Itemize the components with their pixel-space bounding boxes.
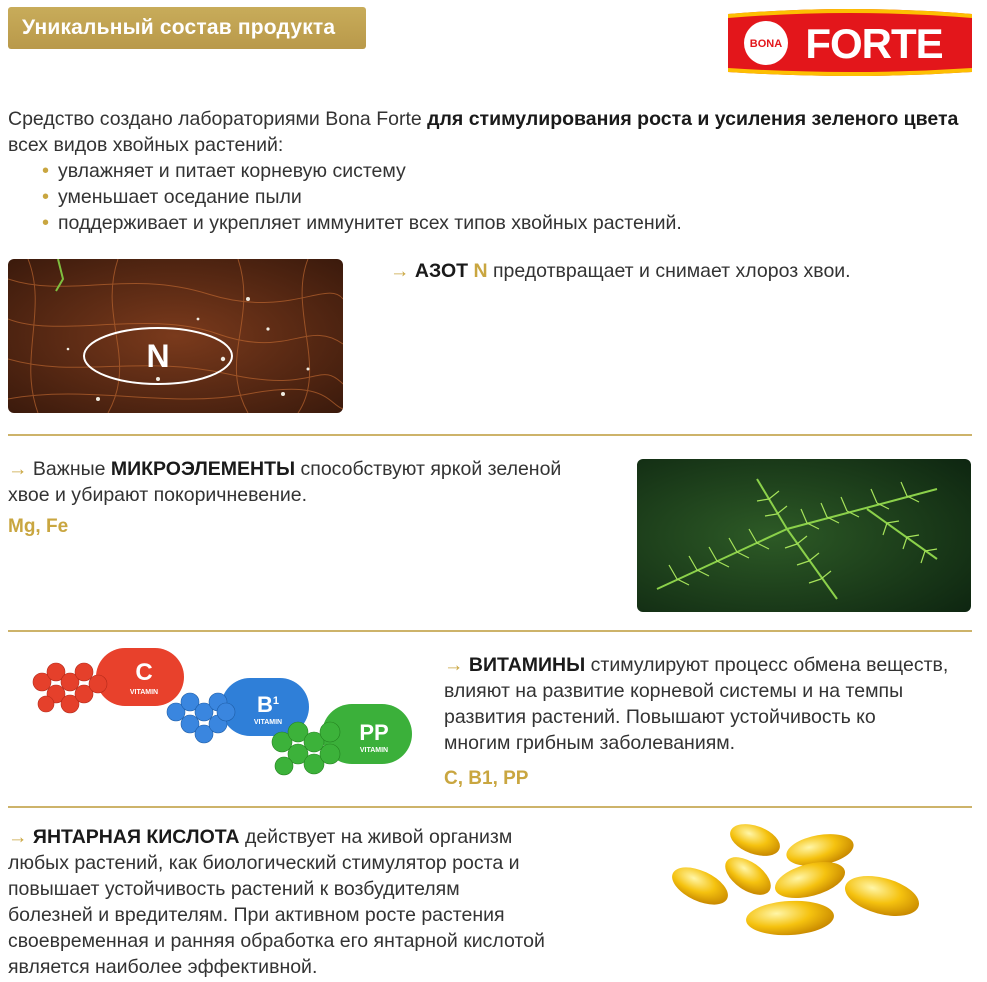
arrow-icon: → [390, 260, 410, 282]
soil-roots-image [8, 259, 343, 413]
intro-text [8, 106, 983, 132]
vitamins-list: C, B1, PP [444, 768, 529, 789]
capsule-caption: VITAMIN [253, 719, 283, 726]
succinic-text-a: действует на живой организм [244, 826, 513, 848]
succinic-line: является наиболее эффективной. [8, 956, 318, 978]
intro-text-end: всех видов хвойных растений: [8, 134, 284, 156]
section-title: Уникальный состав продукта [8, 7, 366, 49]
vitamins-text-d: многим грибным заболеваниям. [444, 732, 736, 754]
micro-name: МИКРОЭЛЕМЕНТЫ [110, 458, 296, 480]
nitrogen-text [390, 258, 851, 284]
succinic-line: любых растений, как биологический стимулятор роста и [8, 852, 520, 874]
micro-elements: Mg, Fe [8, 516, 69, 537]
section-divider [8, 806, 972, 808]
intro-bullets [8, 158, 983, 236]
amber-softgels-image [660, 818, 960, 950]
intro-text-bold: для стимулирования роста и усиления зеленого цвета [427, 108, 959, 130]
bullet-item: • увлажняет и питает корневую систему [42, 160, 406, 182]
micro-text-b: хвое и убирают покоричневение. [8, 484, 307, 506]
arrow-icon: → [8, 458, 28, 480]
capsule-caption: VITAMIN [129, 689, 159, 696]
micro-lead: Важные [32, 458, 106, 480]
vitamins-text-b: влияют на развитие корневой системы и на темпы [444, 680, 904, 702]
vitamin-c-capsule [33, 648, 184, 713]
vitamins-text [444, 652, 979, 756]
bullet-dot-icon: • [42, 212, 50, 234]
intro-text-start: Средство создано лабораториями Bona Forte [8, 108, 428, 130]
section-divider [8, 434, 972, 436]
logo-small-text: BONA [749, 38, 783, 50]
nitrogen-image-label: N [146, 338, 170, 374]
vitamins-name: ВИТАМИНЫ [468, 654, 586, 676]
spruce-branch-image [637, 459, 971, 612]
succinic-text [8, 824, 588, 980]
bullet-dot-icon: • [42, 160, 50, 182]
capsule-subscript: 1 [272, 695, 280, 707]
arrow-icon: → [8, 826, 28, 848]
arrow-icon: → [444, 654, 464, 676]
micro-text-a: способствуют яркой зеленой [300, 458, 562, 480]
logo-big-text: FORTE [805, 20, 943, 67]
succinic-line: болезней и вредителям. При активном росте растения [8, 904, 505, 926]
section-divider [8, 630, 972, 632]
intro-block [8, 106, 983, 236]
bona-forte-logo [724, 6, 976, 78]
vitamins-text-c: развития растений. Повышают устойчивость ко [444, 706, 876, 728]
nitrogen-description: предотвращает и снимает хлороз хвои. [492, 260, 851, 282]
vitamin-capsules-image [26, 642, 418, 790]
capsule-caption: VITAMIN [359, 747, 389, 754]
capsule-letter: B [256, 692, 273, 717]
capsule-letter: C [135, 659, 153, 686]
succinic-name: ЯНТАРНАЯ КИСЛОТА [32, 826, 240, 848]
vitamin-b1-capsule [167, 678, 309, 743]
vitamins-text-a: стимулируют процесс обмена веществ, [590, 654, 949, 676]
bullet-dot-icon: • [42, 186, 50, 208]
bullet-item: • поддерживает и укрепляет иммунитет всех типов хвойных растений. [42, 212, 682, 234]
micro-text [8, 456, 628, 508]
nitrogen-symbol: N [473, 260, 488, 282]
nitrogen-name: АЗОТ [414, 260, 469, 282]
capsule-letter: PP [359, 720, 389, 745]
succinic-line: своевременная и ранняя обработка его янтарной кислотой [8, 930, 545, 952]
succinic-line: повышает устойчивость растений к возбудителям [8, 878, 460, 900]
bullet-item: • уменьшает оседание пыли [42, 186, 302, 208]
